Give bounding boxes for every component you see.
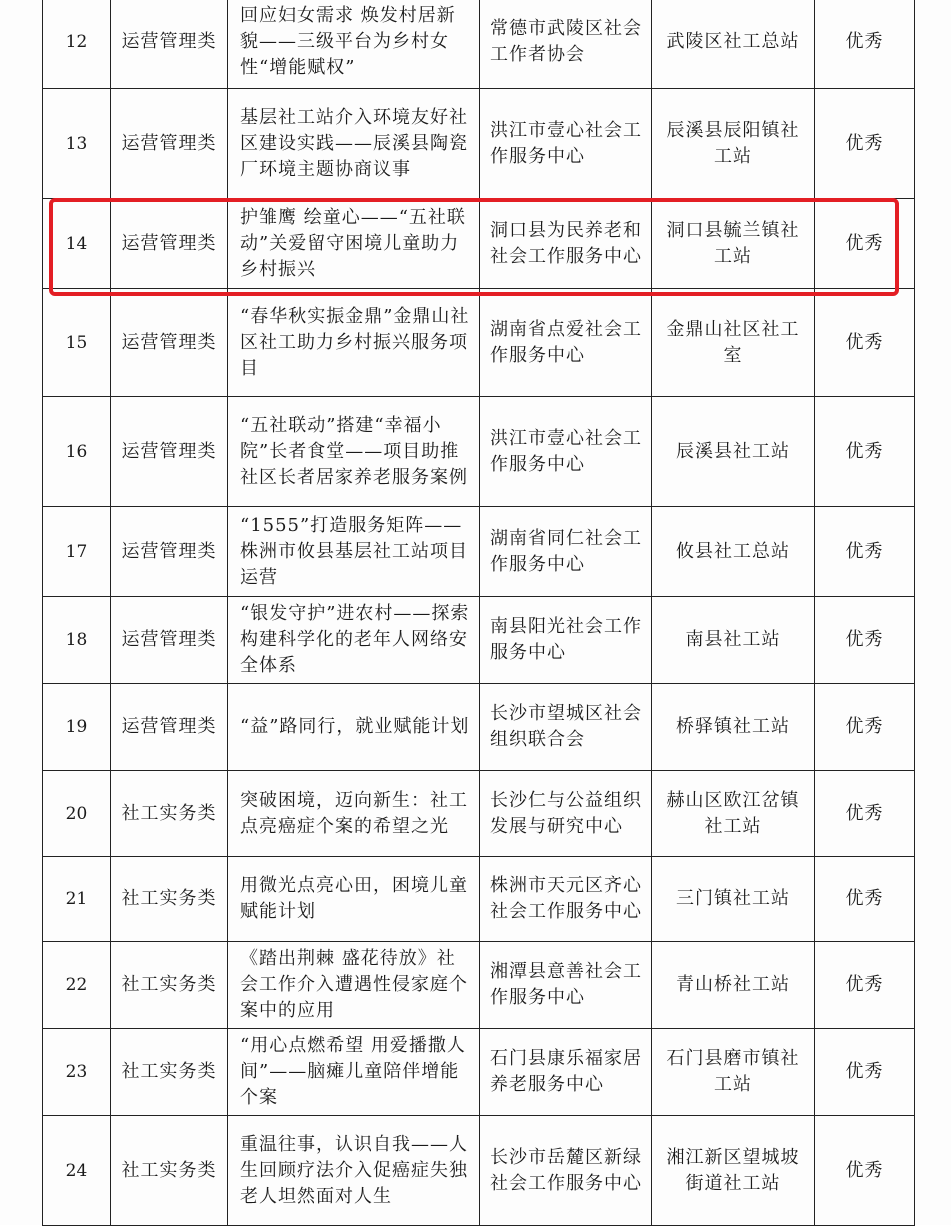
project-title-cell: 基层社工站介入环境友好社区建设实践——辰溪县陶瓷厂环境主题协商议事	[228, 89, 480, 199]
category-cell: 社工实务类	[111, 1116, 228, 1226]
organization-cell: 长沙市岳麓区新绿社会工作服务中心	[480, 1116, 652, 1226]
table-row	[43, 1029, 915, 1116]
organization-cell: 湖南省点爱社会工作服务中心	[480, 289, 652, 397]
row-number: 12	[43, 0, 111, 89]
project-title-cell: 回应妇女需求 焕发村居新貌——三级平台为乡村女性“增能赋权”	[228, 0, 480, 89]
grade-cell: 优秀	[815, 1116, 915, 1226]
organization-cell: 长沙仁与公益组织发展与研究中心	[480, 771, 652, 857]
table-row	[43, 684, 915, 771]
grade-cell: 优秀	[815, 942, 915, 1029]
row-number: 23	[43, 1029, 111, 1116]
project-title-cell: “用心点燃希望 用爱播撒人间”——脑瘫儿童陪伴增能个案	[228, 1029, 480, 1116]
category-cell: 运营管理类	[111, 199, 228, 289]
grade-cell: 优秀	[815, 1029, 915, 1116]
category-cell: 运营管理类	[111, 397, 228, 507]
organization-cell: 洪江市壹心社会工作服务中心	[480, 397, 652, 507]
grade-cell: 优秀	[815, 397, 915, 507]
category-cell: 运营管理类	[111, 507, 228, 597]
category-cell: 运营管理类	[111, 597, 228, 684]
awards-table	[42, 0, 915, 1226]
station-cell: 赫山区欧江岔镇社工站	[652, 771, 815, 857]
category-cell: 社工实务类	[111, 857, 228, 942]
table-row	[43, 597, 915, 684]
table-row	[43, 942, 915, 1029]
organization-cell: 长沙市望城区社会组织联合会	[480, 684, 652, 771]
station-cell: 南县社工站	[652, 597, 815, 684]
station-cell: 桥驿镇社工站	[652, 684, 815, 771]
organization-cell: 洪江市壹心社会工作服务中心	[480, 89, 652, 199]
project-title-cell: 《踏出荆棘 盛花待放》社会工作介入遭遇性侵家庭个案中的应用	[228, 942, 480, 1029]
grade-cell: 优秀	[815, 289, 915, 397]
project-title-cell: “1555”打造服务矩阵——株洲市攸县基层社工站项目运营	[228, 507, 480, 597]
grade-cell: 优秀	[815, 597, 915, 684]
row-number: 15	[43, 289, 111, 397]
station-cell: 洞口县毓兰镇社工站	[652, 199, 815, 289]
station-cell: 湘江新区望城坡街道社工站	[652, 1116, 815, 1226]
project-title-cell: “益”路同行，就业赋能计划	[228, 684, 480, 771]
grade-cell: 优秀	[815, 507, 915, 597]
table-row	[43, 857, 915, 942]
organization-cell: 湖南省同仁社会工作服务中心	[480, 507, 652, 597]
table-row	[43, 771, 915, 857]
grade-cell: 优秀	[815, 0, 915, 89]
grade-cell: 优秀	[815, 771, 915, 857]
project-title-cell: 重温往事，认识自我——人生回顾疗法介入促癌症失独老人坦然面对人生	[228, 1116, 480, 1226]
organization-cell: 南县阳光社会工作服务中心	[480, 597, 652, 684]
project-title-cell: 护雏鹰 绘童心——“五社联动”关爱留守困境儿童助力乡村振兴	[228, 199, 480, 289]
project-title-cell: “银发守护”进农村——探索构建科学化的老年人网络安全体系	[228, 597, 480, 684]
organization-cell: 石门县康乐福家居养老服务中心	[480, 1029, 652, 1116]
category-cell: 运营管理类	[111, 684, 228, 771]
project-title-cell: 用微光点亮心田，困境儿童赋能计划	[228, 857, 480, 942]
organization-cell: 洞口县为民养老和社会工作服务中心	[480, 199, 652, 289]
station-cell: 辰溪县辰阳镇社工站	[652, 89, 815, 199]
table-row	[43, 507, 915, 597]
row-number: 13	[43, 89, 111, 199]
project-title-cell: “春华秋实振金鼎”金鼎山社区社工助力乡村振兴服务项目	[228, 289, 480, 397]
table-row	[43, 1116, 915, 1226]
table-row	[43, 89, 915, 199]
row-number: 16	[43, 397, 111, 507]
category-cell: 运营管理类	[111, 289, 228, 397]
row-number: 17	[43, 507, 111, 597]
row-number: 24	[43, 1116, 111, 1226]
category-cell: 社工实务类	[111, 1029, 228, 1116]
project-title-cell: 突破困境，迈向新生：社工点亮癌症个案的希望之光	[228, 771, 480, 857]
category-cell: 社工实务类	[111, 771, 228, 857]
station-cell: 金鼎山社区社工室	[652, 289, 815, 397]
station-cell: 三门镇社工站	[652, 857, 815, 942]
project-title-cell: “五社联动”搭建“幸福小院”长者食堂——项目助推社区长者居家养老服务案例	[228, 397, 480, 507]
row-number: 21	[43, 857, 111, 942]
grade-cell: 优秀	[815, 89, 915, 199]
station-cell: 辰溪县社工站	[652, 397, 815, 507]
row-number: 19	[43, 684, 111, 771]
station-cell: 石门县磨市镇社工站	[652, 1029, 815, 1116]
grade-cell: 优秀	[815, 684, 915, 771]
station-cell: 青山桥社工站	[652, 942, 815, 1029]
table-row	[43, 289, 915, 397]
table-row	[43, 397, 915, 507]
grade-cell: 优秀	[815, 199, 915, 289]
table-row	[43, 0, 915, 89]
row-number: 22	[43, 942, 111, 1029]
station-cell: 攸县社工总站	[652, 507, 815, 597]
category-cell: 运营管理类	[111, 89, 228, 199]
organization-cell: 湘潭县意善社会工作服务中心	[480, 942, 652, 1029]
station-cell: 武陵区社工总站	[652, 0, 815, 89]
row-number: 14	[43, 199, 111, 289]
row-number: 18	[43, 597, 111, 684]
category-cell: 运营管理类	[111, 0, 228, 89]
row-number: 20	[43, 771, 111, 857]
category-cell: 社工实务类	[111, 942, 228, 1029]
grade-cell: 优秀	[815, 857, 915, 942]
organization-cell: 常德市武陵区社会工作者协会	[480, 0, 652, 89]
organization-cell: 株洲市天元区齐心社会工作服务中心	[480, 857, 652, 942]
table-row-highlighted	[43, 199, 915, 289]
